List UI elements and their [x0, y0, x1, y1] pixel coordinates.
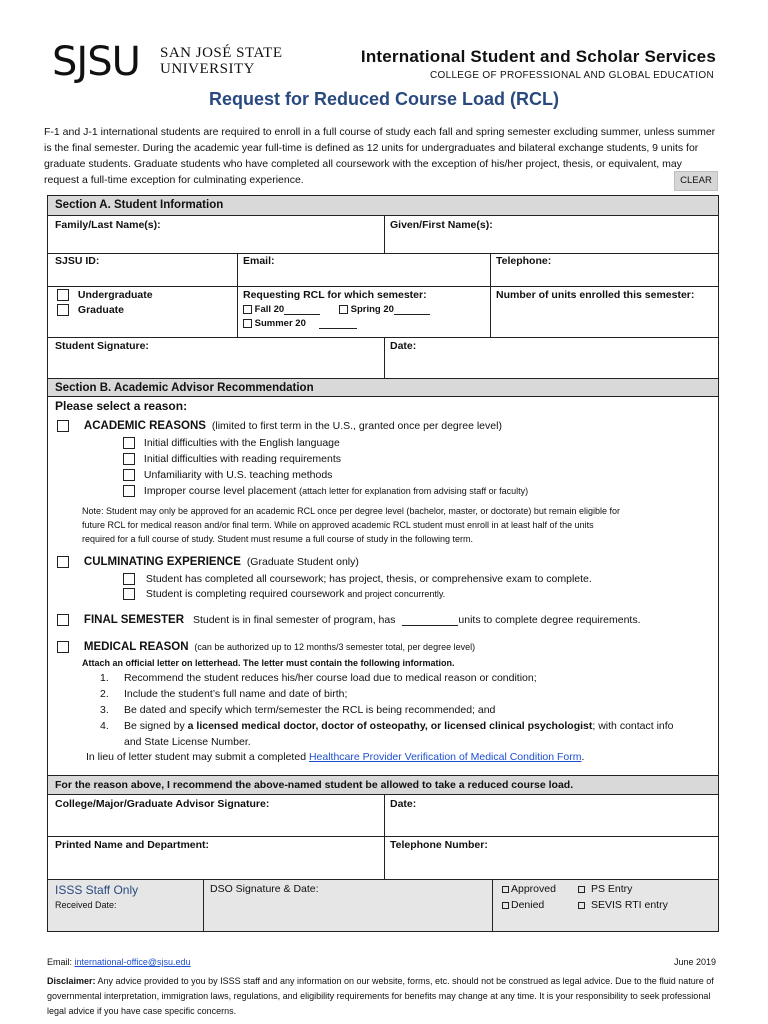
medical-attach-note: Attach an official letter on letterhead. The letter must contain the following information.: [82, 658, 455, 668]
received-date-label: Received Date:: [55, 900, 117, 910]
final-semester-text: Student is in final semester of program, has: [192, 614, 396, 626]
telephone-label: Telephone:: [496, 255, 552, 267]
academic-item-label: Initial difficulties with the English language: [143, 437, 340, 449]
culminating-checkbox[interactable]: [57, 556, 69, 568]
undergraduate-label: Undergraduate: [77, 289, 153, 301]
medical-item: 4. Be signed by a licensed medical doctor, doctor of osteopathy, or licensed clinical psychologist; with contact info: [100, 720, 674, 732]
academic-reasons-checkbox[interactable]: [57, 420, 69, 432]
academic-reasons-title: ACADEMIC REASONS: [83, 420, 206, 432]
undergraduate-option[interactable]: [57, 289, 153, 301]
summer-year-field[interactable]: [319, 328, 357, 329]
recommendation-bar: For the reason above, I recommend the above-named student be allowed to take a reduced course load.: [48, 775, 718, 795]
medical-item-continued: and State License Number.: [124, 736, 251, 748]
final-semester-option[interactable]: [57, 614, 641, 626]
academic-reasons-option[interactable]: [57, 420, 502, 432]
medical-item: 3. Be dated and specify which term/semester the RCL is being recommended; and: [100, 704, 496, 716]
disclaimer-label: Disclaimer:: [47, 976, 96, 986]
academic-note-line: required for a full course of study. Student must resume a full course of study in the following term.: [82, 534, 474, 544]
footer-date: June 2019: [673, 957, 716, 967]
university-name: [160, 45, 282, 77]
denied-checkbox[interactable]: [502, 902, 509, 909]
academic-note: [82, 504, 620, 546]
fall-checkbox[interactable]: [243, 305, 252, 314]
footer-email-label: Email:: [47, 957, 73, 967]
ps-entry-option[interactable]: [578, 883, 632, 895]
sjsu-id-label: SJSU ID:: [55, 255, 100, 267]
denied-label: Denied: [511, 899, 545, 911]
culminating-title: CULMINATING EXPERIENCE: [83, 556, 241, 568]
denied-option[interactable]: [502, 899, 544, 911]
culminating-item-tail: and project concurrently.: [347, 589, 446, 599]
office-name: International Student and Scholar Services: [360, 47, 716, 66]
divider: [48, 286, 718, 287]
student-date-label: Date:: [390, 340, 417, 352]
semester-label: Requesting RCL for which semester:: [243, 289, 427, 301]
advisor-date-label: Date:: [390, 798, 417, 810]
final-semester-text-after: units to complete degree requirements.: [458, 614, 641, 626]
english-difficulty-checkbox[interactable]: [123, 437, 135, 449]
placement-note: (attach letter for explanation from advising staff or faculty): [299, 486, 529, 496]
academic-item[interactable]: [123, 469, 332, 481]
units-label: Number of units enrolled this semester:: [496, 289, 695, 301]
footer-email: [47, 957, 191, 967]
divider: [492, 880, 493, 931]
spring-label: Spring 20: [350, 304, 394, 315]
dso-signature-label: DSO Signature & Date:: [210, 883, 319, 895]
medical-item-text: Be signed by: [124, 720, 185, 732]
divider: [48, 836, 718, 837]
in-lieu-note: In lieu of letter student may submit a completed Healthcare Provider Verification of Medical Condition Form.: [86, 751, 585, 763]
teaching-methods-checkbox[interactable]: [123, 469, 135, 481]
academic-item-label: Initial difficulties with reading requirements: [143, 453, 341, 465]
academic-item[interactable]: [123, 453, 341, 465]
academic-item[interactable]: [123, 437, 340, 449]
graduate-label: Graduate: [77, 304, 125, 316]
document-title: Request for Reduced Course Load (RCL): [208, 89, 560, 109]
given-name-label: Given/First Name(s):: [390, 219, 493, 231]
divider: [384, 337, 385, 379]
medical-item-text: Recommend the student reduces his/her course load due to medical reason or condition;: [124, 672, 537, 684]
disclaimer: [47, 974, 719, 1019]
medical-item-text: Be dated and specify which term/semester the RCL is being recommended; and: [124, 704, 496, 716]
divider: [48, 337, 718, 338]
academic-item-label: Improper course level placement: [143, 485, 297, 497]
sjsu-logo: SJSU: [52, 39, 140, 85]
coursework-complete-checkbox[interactable]: [123, 573, 135, 585]
sevis-label: SEVIS RTI entry: [591, 899, 668, 911]
email-label: Email:: [243, 255, 275, 267]
fall-label: Fall 20: [254, 304, 285, 315]
academic-item[interactable]: [123, 485, 528, 497]
section-a-header: Section A. Student Information: [48, 196, 718, 216]
summer-label: Summer 20: [254, 318, 306, 329]
divider: [384, 795, 385, 879]
fall-year-field[interactable]: [284, 314, 320, 315]
medical-item-text: Include the student’s full name and date of birth;: [124, 688, 348, 700]
divider: [48, 253, 718, 254]
graduate-option[interactable]: [57, 304, 124, 316]
medical-item-bold: a licensed medical doctor, doctor of osteopathy, or licensed clinical psychologist: [187, 720, 593, 732]
final-semester-title: FINAL SEMESTER: [83, 614, 185, 626]
isss-staff-section: [48, 879, 718, 931]
university-name-line2: UNIVERSITY: [160, 61, 255, 77]
academic-note-line: future RCL for medical reason and/or final term. While on approved academic RCL student must enroll in at least half of the units: [82, 520, 594, 530]
disclaimer-text: Any advice provided to you by ISSS staff and any information on our website, forms, etc. should not be construed as legal advice. Due to the fluid nature of governmental interpretation, immigration laws, regulations, and eligibility requirements for benefits may change at any time. It is your responsibility to seek professional legal advice if you have case specific concerns.: [47, 976, 714, 1016]
intro-paragraph: F-1 and J-1 international students are required to enroll in a full course of study each fall and spring semester excluding summer, unless summer is the final semester. During the academic year full-time is defined as 12 units for undergraduates and bilateral exchange students, 9 units for graduate students. Graduate students who have completed all coursework with the exception of his/her project, thesis, or equivalent, may request a full-time exception for culminating experience.: [44, 126, 716, 186]
culminating-note: (Graduate Student only): [246, 556, 359, 568]
select-reason-label: Please select a reason:: [55, 399, 188, 413]
approved-checkbox[interactable]: [502, 886, 509, 893]
coursework-concurrent-checkbox[interactable]: [123, 588, 135, 600]
academic-note-line: Note: Student may only be approved for an academic RCL once per degree level (bachelor, master, or doctorate) but remain eligible for: [82, 506, 620, 516]
student-signature-label: Student Signature:: [55, 340, 149, 352]
sevis-checkbox[interactable]: [578, 902, 585, 909]
clear-button[interactable]: CLEAR: [674, 171, 718, 191]
reading-difficulty-checkbox[interactable]: [123, 453, 135, 465]
units-remaining-field[interactable]: [402, 625, 458, 626]
divider: [490, 253, 491, 337]
divider: [384, 216, 385, 253]
advisor-signature-label: College/Major/Graduate Advisor Signature:: [55, 798, 270, 810]
culminating-item-label: Student has completed all coursework; has project, thesis, or comprehensive exam to complete.: [145, 573, 592, 585]
in-lieu-text: In lieu of letter student may submit a completed: [86, 751, 307, 763]
section-b-header: Section B. Academic Advisor Recommendation: [48, 378, 718, 397]
rcl-form: [47, 195, 719, 932]
medical-reason-note: (can be authorized up to 12 months/3 semester total, per degree level): [194, 642, 476, 652]
medical-item-text: ; with contact info: [592, 720, 674, 732]
printed-name-label: Printed Name and Department:: [55, 839, 210, 851]
advisor-telephone-label: Telephone Number:: [390, 839, 488, 851]
spring-checkbox[interactable]: [339, 305, 348, 314]
approved-option[interactable]: [502, 883, 556, 895]
family-name-label: Family/Last Name(s):: [55, 219, 161, 231]
medical-reason-option[interactable]: [57, 641, 475, 653]
divider: [203, 880, 204, 931]
approved-label: Approved: [511, 883, 556, 895]
medical-reason-checkbox[interactable]: [57, 641, 69, 653]
culminating-item[interactable]: [123, 573, 592, 585]
academic-reasons-note: (limited to first term in the U.S., granted once per degree level): [211, 420, 502, 432]
ps-entry-checkbox[interactable]: [578, 886, 585, 893]
final-semester-checkbox[interactable]: [57, 614, 69, 626]
course-placement-checkbox[interactable]: [123, 485, 135, 497]
academic-item-label: Unfamiliarity with U.S. teaching methods: [143, 469, 333, 481]
summer-option[interactable]: [243, 318, 357, 329]
university-name-line1: SAN JOSÉ STATE: [160, 45, 283, 61]
staff-only-title: ISSS Staff Only: [55, 883, 139, 897]
college-name: COLLEGE OF PROFESSIONAL AND GLOBAL EDUCATION: [429, 70, 714, 81]
fall-option[interactable]: [243, 304, 320, 315]
spring-year-field[interactable]: [394, 314, 430, 315]
sevis-option[interactable]: [578, 899, 668, 911]
email-link[interactable]: international-office@sjsu.edu: [74, 957, 191, 967]
culminating-option[interactable]: [57, 556, 359, 568]
spring-option[interactable]: [339, 304, 430, 315]
divider: [237, 253, 238, 337]
culminating-item-label: Student is completing required coursework: [145, 588, 345, 600]
healthcare-form-link[interactable]: Healthcare Provider Verification of Medical Condition Form: [308, 751, 582, 763]
graduate-checkbox[interactable]: [57, 304, 69, 316]
medical-item: 1. Recommend the student reduces his/her course load due to medical reason or condition;: [100, 672, 537, 684]
ps-entry-label: PS Entry: [591, 883, 633, 895]
summer-checkbox[interactable]: [243, 319, 252, 328]
medical-item: 2. Include the student’s full name and date of birth;: [100, 688, 348, 700]
undergraduate-checkbox[interactable]: [57, 289, 69, 301]
medical-reason-title: MEDICAL REASON: [83, 641, 189, 653]
culminating-item[interactable]: [123, 588, 445, 600]
